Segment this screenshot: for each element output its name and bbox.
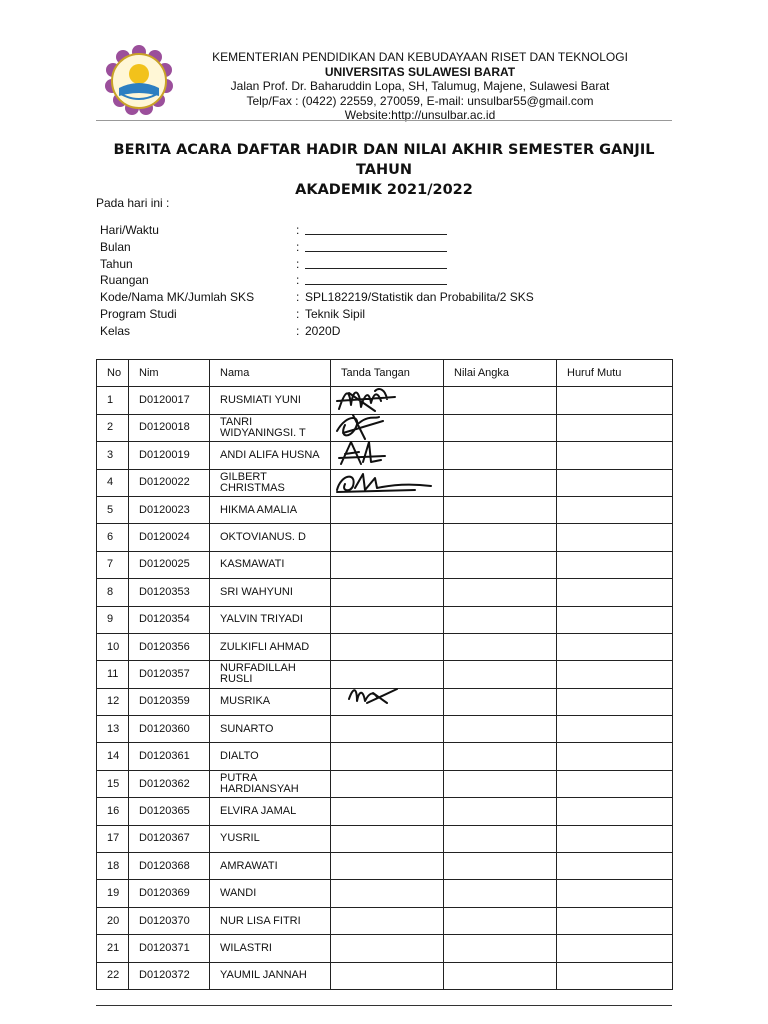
cell-nim: D0120017 xyxy=(129,387,210,414)
cell-signature xyxy=(331,551,444,578)
cell-signature xyxy=(331,496,444,523)
cell-no: 15 xyxy=(97,770,129,797)
info-label: Tahun xyxy=(100,256,133,271)
cell-no: 8 xyxy=(97,579,129,606)
cell-signature xyxy=(331,798,444,825)
cell-huruf-mutu xyxy=(557,880,673,907)
cell-nilai-angka xyxy=(444,387,557,414)
cell-signature xyxy=(331,853,444,880)
cell-nilai-angka xyxy=(444,579,557,606)
cell-signature xyxy=(331,880,444,907)
info-colon: : xyxy=(296,323,300,338)
table-row xyxy=(97,853,673,880)
cell-nilai-angka xyxy=(444,496,557,523)
cell-nilai-angka xyxy=(444,880,557,907)
cell-signature xyxy=(331,606,444,633)
cell-huruf-mutu xyxy=(557,496,673,523)
attendance-table xyxy=(96,359,673,990)
document-title xyxy=(96,140,672,200)
cell-nilai-angka xyxy=(444,469,557,496)
cell-nim: D0120361 xyxy=(129,743,210,770)
cell-nim: D0120024 xyxy=(129,524,210,551)
footer-divider xyxy=(96,1005,672,1006)
cell-signature xyxy=(331,469,444,496)
cell-huruf-mutu xyxy=(557,606,673,633)
cell-huruf-mutu xyxy=(557,387,673,414)
table-body xyxy=(97,387,673,990)
intro-text: Pada hari ini : xyxy=(96,196,170,210)
cell-no: 3 xyxy=(97,442,129,469)
cell-nilai-angka xyxy=(444,770,557,797)
cell-huruf-mutu xyxy=(557,962,673,989)
cell-no: 13 xyxy=(97,716,129,743)
cell-nama: ANDI ALIFA HUSNA xyxy=(210,442,331,469)
cell-huruf-mutu xyxy=(557,798,673,825)
cell-nama: GILBERT CHRISTMAS xyxy=(210,469,331,496)
cell-no: 20 xyxy=(97,907,129,934)
cell-nim: D0120362 xyxy=(129,770,210,797)
letterhead xyxy=(175,50,665,123)
cell-signature xyxy=(331,579,444,606)
header-nama: Nama xyxy=(210,360,331,387)
cell-nilai-angka xyxy=(444,414,557,441)
cell-nilai-angka xyxy=(444,661,557,688)
header-no: No xyxy=(97,360,129,387)
cell-signature xyxy=(331,633,444,660)
cell-nilai-angka xyxy=(444,606,557,633)
cell-no: 7 xyxy=(97,551,129,578)
info-label: Bulan xyxy=(100,239,131,254)
table-row xyxy=(97,962,673,989)
blank-line xyxy=(305,284,447,285)
ministry-name: KEMENTERIAN PENDIDIKAN DAN KEBUDAYAAN RISET DAN TEKNOLOGI xyxy=(212,50,628,64)
cell-nim: D0120368 xyxy=(129,853,210,880)
cell-nim: D0120365 xyxy=(129,798,210,825)
table-row xyxy=(97,825,673,852)
cell-no: 17 xyxy=(97,825,129,852)
cell-huruf-mutu xyxy=(557,716,673,743)
address: Jalan Prof. Dr. Baharuddin Lopa, SH, Talumug, Majene, Sulawesi Barat xyxy=(230,79,610,93)
table-row xyxy=(97,907,673,934)
cell-huruf-mutu xyxy=(557,442,673,469)
cell-no: 16 xyxy=(97,798,129,825)
university-logo xyxy=(103,44,175,116)
cell-nilai-angka xyxy=(444,688,557,715)
cell-no: 5 xyxy=(97,496,129,523)
cell-huruf-mutu xyxy=(557,825,673,852)
cell-signature xyxy=(331,770,444,797)
blank-line xyxy=(305,234,447,235)
table-row xyxy=(97,633,673,660)
cell-no: 12 xyxy=(97,688,129,715)
cell-huruf-mutu xyxy=(557,743,673,770)
cell-nama: YAUMIL JANNAH xyxy=(210,962,331,989)
cell-nama: DIALTO xyxy=(210,743,331,770)
cell-nama: ELVIRA JAMAL xyxy=(210,798,331,825)
cell-nilai-angka xyxy=(444,935,557,962)
cell-nama: HIKMA AMALIA xyxy=(210,496,331,523)
table-row xyxy=(97,935,673,962)
cell-nim: D0120353 xyxy=(129,579,210,606)
table-row xyxy=(97,688,673,715)
cell-nama: KASMAWATI xyxy=(210,551,331,578)
university-name: UNIVERSITAS SULAWESI BARAT xyxy=(324,64,516,79)
cell-nim: D0120019 xyxy=(129,442,210,469)
cell-no: 9 xyxy=(97,606,129,633)
cell-no: 6 xyxy=(97,524,129,551)
cell-nama: SRI WAHYUNI xyxy=(210,579,331,606)
cell-no: 22 xyxy=(97,962,129,989)
cell-nim: D0120357 xyxy=(129,661,210,688)
table-row xyxy=(97,524,673,551)
contact-info: Telp/Fax : (0422) 22559, 270059, E-mail: unsulbar55@gmail.com Website:http://unsulbar.ac.id xyxy=(246,93,594,122)
cell-no: 11 xyxy=(97,661,129,688)
cell-nilai-angka xyxy=(444,907,557,934)
info-label: Ruangan xyxy=(100,273,149,288)
cell-nilai-angka xyxy=(444,798,557,825)
cell-nama: WANDI xyxy=(210,880,331,907)
table-row xyxy=(97,606,673,633)
cell-nama: ZULKIFLI AHMAD xyxy=(210,633,331,660)
cell-nama: YALVIN TRIYADI xyxy=(210,606,331,633)
cell-huruf-mutu xyxy=(557,551,673,578)
cell-nama: RUSMIATI YUNI xyxy=(210,387,331,414)
cell-huruf-mutu xyxy=(557,469,673,496)
table-row xyxy=(97,579,673,606)
cell-nama: NURFADILLAH RUSLI xyxy=(210,661,331,688)
cell-nim: D0120356 xyxy=(129,633,210,660)
cell-nama: TANRI WIDYANINGSI. T xyxy=(210,414,331,441)
title-line-2: AKADEMIK 2021/2022 xyxy=(295,182,473,198)
header-tanda-tangan: Tanda Tangan xyxy=(331,360,444,387)
cell-nama: YUSRIL xyxy=(210,825,331,852)
cell-nama: MUSRIKA xyxy=(210,688,331,715)
cell-nim: D0120018 xyxy=(129,414,210,441)
cell-no: 19 xyxy=(97,880,129,907)
cell-nilai-angka xyxy=(444,962,557,989)
cell-no: 2 xyxy=(97,414,129,441)
cell-nim: D0120023 xyxy=(129,496,210,523)
info-label: Program Studi xyxy=(100,306,177,321)
signature-mark xyxy=(335,466,435,498)
cell-nilai-angka xyxy=(444,442,557,469)
cell-nilai-angka xyxy=(444,853,557,880)
cell-no: 18 xyxy=(97,853,129,880)
table-row xyxy=(97,469,673,496)
cell-signature xyxy=(331,716,444,743)
cell-nim: D0120369 xyxy=(129,880,210,907)
info-value: Teknik Sipil xyxy=(305,306,366,321)
cell-nim: D0120022 xyxy=(129,469,210,496)
signature-mark xyxy=(347,685,447,717)
cell-huruf-mutu xyxy=(557,579,673,606)
cell-huruf-mutu xyxy=(557,633,673,660)
cell-nilai-angka xyxy=(444,551,557,578)
cell-nilai-angka xyxy=(444,524,557,551)
cell-huruf-mutu xyxy=(557,661,673,688)
table-row xyxy=(97,496,673,523)
cell-no: 10 xyxy=(97,633,129,660)
header-nim: Nim xyxy=(129,360,210,387)
info-value: SPL182219/Statistik dan Probabilita/2 SKS xyxy=(305,290,534,305)
info-colon: : xyxy=(296,306,300,321)
info-label: Kode/Nama MK/Jumlah SKS xyxy=(100,290,255,305)
table-row xyxy=(97,770,673,797)
header-huruf-mutu: Huruf Mutu xyxy=(557,360,673,387)
cell-nilai-angka xyxy=(444,633,557,660)
cell-signature xyxy=(331,907,444,934)
cell-nim: D0120354 xyxy=(129,606,210,633)
cell-huruf-mutu xyxy=(557,770,673,797)
table-row xyxy=(97,716,673,743)
cell-signature xyxy=(331,962,444,989)
info-colon: : xyxy=(296,273,300,288)
cell-nama: SUNARTO xyxy=(210,716,331,743)
table-row xyxy=(97,743,673,770)
info-colon: : xyxy=(296,290,300,305)
cell-nim: D0120360 xyxy=(129,716,210,743)
cell-nim: D0120367 xyxy=(129,825,210,852)
cell-nama: AMRAWATI xyxy=(210,853,331,880)
cell-no: 4 xyxy=(97,469,129,496)
info-label: Hari/Waktu xyxy=(100,223,159,237)
cell-nilai-angka xyxy=(444,716,557,743)
cell-nama: PUTRA HARDIANSYAH xyxy=(210,770,331,797)
cell-nim: D0120025 xyxy=(129,551,210,578)
cell-signature xyxy=(331,825,444,852)
cell-no: 21 xyxy=(97,935,129,962)
info-colon: : xyxy=(296,239,300,254)
cell-nilai-angka xyxy=(444,825,557,852)
cell-nim: D0120370 xyxy=(129,907,210,934)
cell-nim: D0120372 xyxy=(129,962,210,989)
info-colon: : xyxy=(296,223,300,237)
cell-huruf-mutu xyxy=(557,907,673,934)
cell-no: 1 xyxy=(97,387,129,414)
cell-huruf-mutu xyxy=(557,414,673,441)
cell-huruf-mutu xyxy=(557,935,673,962)
title-line-1: BERITA ACARA DAFTAR HADIR DAN NILAI AKHIR SEMESTER GANJIL TAHUN xyxy=(113,142,655,178)
cell-nama: NUR LISA FITRI xyxy=(210,907,331,934)
cell-huruf-mutu xyxy=(557,853,673,880)
cell-nim: D0120359 xyxy=(129,688,210,715)
blank-line xyxy=(305,251,447,252)
table-row xyxy=(97,798,673,825)
info-colon: : xyxy=(296,256,300,271)
cell-nilai-angka xyxy=(444,743,557,770)
header-nilai-angka: Nilai Angka xyxy=(444,360,557,387)
cell-signature xyxy=(331,935,444,962)
info-label: Kelas xyxy=(100,323,131,338)
info-value: 2020D xyxy=(305,323,341,338)
cell-no: 14 xyxy=(97,743,129,770)
cell-nim: D0120371 xyxy=(129,935,210,962)
cell-nama: WILASTRI xyxy=(210,935,331,962)
cell-signature xyxy=(331,524,444,551)
table-row xyxy=(97,551,673,578)
cell-signature xyxy=(331,688,444,715)
table-row xyxy=(97,880,673,907)
cell-signature xyxy=(331,743,444,770)
blank-line xyxy=(305,268,447,269)
header-divider xyxy=(96,120,672,121)
cell-nama: OKTOVIANUS. D xyxy=(210,524,331,551)
cell-huruf-mutu xyxy=(557,688,673,715)
cell-huruf-mutu xyxy=(557,524,673,551)
